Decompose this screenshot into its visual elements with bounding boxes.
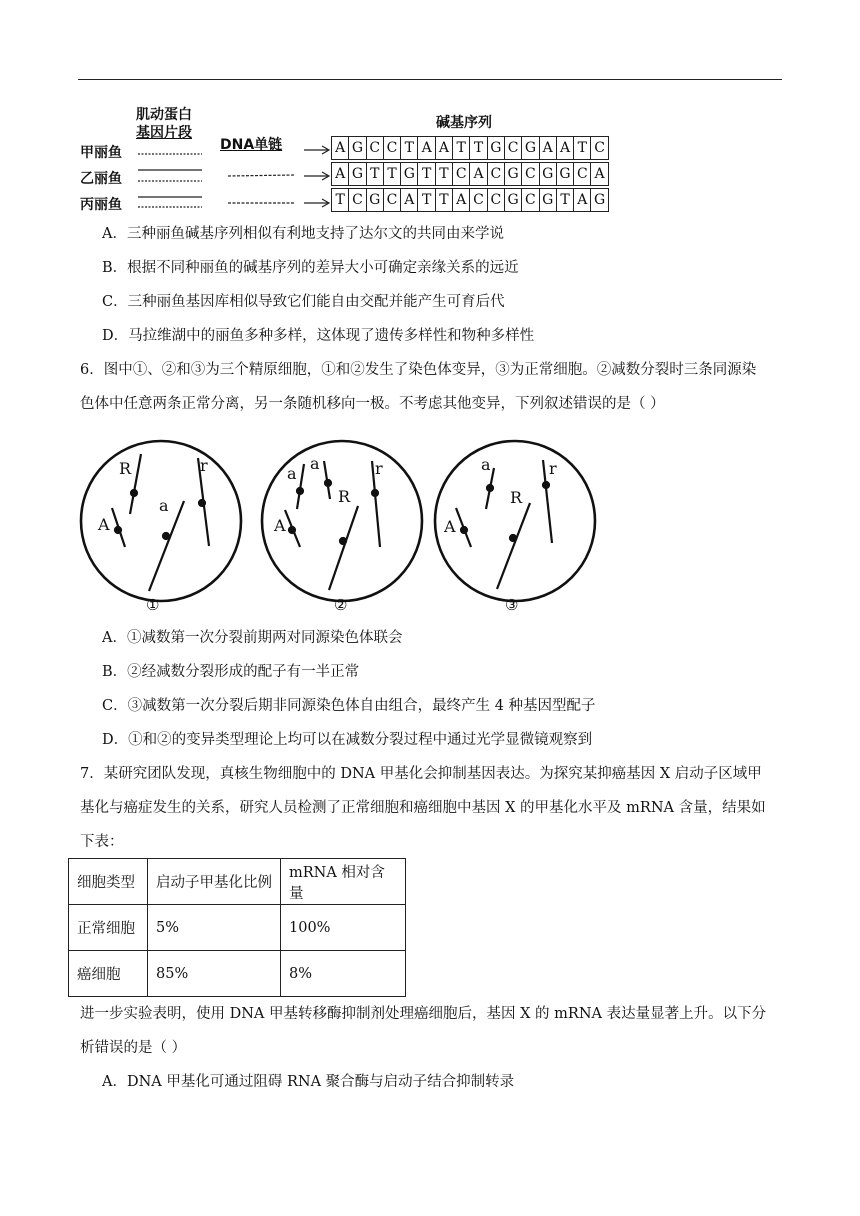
- table-header: 细胞类型: [69, 859, 148, 905]
- q6-option-c: C．③减数第一次分裂后期非同源染色体自由组合，最终产生 4 种基因型配子: [102, 698, 596, 714]
- base-cell: C: [348, 188, 366, 212]
- base-cell: T: [573, 136, 591, 160]
- table-cell: 正常细胞: [69, 905, 148, 951]
- q7-stem-line-2: 基化与癌症发生的关系，研究人员检测了正常细胞和癌细胞中基因 X 的甲基化水平及 mRNA 含量，结果如: [80, 800, 766, 816]
- base-sequence-header: 碱基序列: [436, 115, 492, 131]
- base-cell: C: [452, 162, 470, 186]
- gene-r-cell2: r: [375, 459, 383, 478]
- base-cell: A: [331, 136, 349, 160]
- q7-stem-line-3: 下表：: [80, 834, 124, 850]
- base-cell: C: [383, 136, 401, 160]
- table-cell: 8%: [281, 951, 406, 997]
- base-cell: G: [539, 188, 557, 212]
- base-cell: T: [469, 136, 487, 160]
- base-cell: C: [383, 188, 401, 212]
- base-cell: G: [590, 188, 608, 212]
- base-cell: C: [469, 188, 487, 212]
- q6-stem-line-2: 色体中任意两条正常分离，另一条随机移向一极。不考虑其他变异，下列叙述错误的是（ ）: [80, 396, 665, 412]
- header-rule: [78, 79, 782, 80]
- q5-option-b: B．根据不同种丽鱼的碱基序列的差异大小可确定亲缘关系的远近: [102, 260, 519, 276]
- base-cell: C: [521, 162, 539, 186]
- base-cell: T: [383, 162, 401, 186]
- q7-after-line-1: 进一步实验表明，使用 DNA 甲基转移酶抑制剂处理癌细胞后，基因 X 的 mRNA 表达量显著上升。以下分: [80, 1006, 767, 1022]
- table-row: [69, 951, 406, 997]
- base-cell: C: [366, 136, 384, 160]
- gene-R-cell2: R: [338, 487, 351, 506]
- base-cell: A: [417, 136, 435, 160]
- table-header: mRNA 相对含量: [281, 859, 406, 905]
- base-cell: G: [504, 162, 522, 186]
- gene-a-cell1: a: [159, 496, 169, 515]
- table-header-row: [69, 859, 406, 905]
- cell-2-label: ②: [334, 596, 348, 614]
- base-cell: T: [452, 136, 470, 160]
- base-cell: A: [573, 188, 591, 212]
- base-cell: A: [435, 136, 453, 160]
- base-cell: T: [400, 136, 418, 160]
- base-cell: G: [556, 162, 574, 186]
- gene-A-cell2: A: [274, 516, 286, 535]
- fish-label-yi: 乙丽鱼: [80, 171, 122, 187]
- base-cell: A: [331, 162, 349, 186]
- base-cell: A: [452, 188, 470, 212]
- table-cell: 癌细胞: [69, 951, 148, 997]
- gene-r-cell1: r: [200, 456, 208, 475]
- base-cell: G: [400, 162, 418, 186]
- base-cell: A: [469, 162, 487, 186]
- q5-option-c: C．三种丽鱼基因库相似导致它们能自由交配并能产生可育后代: [102, 294, 505, 310]
- cell-3-membrane: [435, 441, 595, 601]
- cell-3-label: ③: [505, 596, 519, 614]
- base-cell: A: [590, 162, 608, 186]
- base-cell: A: [539, 136, 557, 160]
- gene-R-cell1: R: [119, 459, 132, 478]
- gene-fragment-header: 肌动蛋白 基因片段: [136, 107, 192, 141]
- gene-a-cell3: a: [481, 455, 491, 474]
- sequence-row-bing: [332, 188, 609, 212]
- base-cell: G: [366, 188, 384, 212]
- base-cell: T: [366, 162, 384, 186]
- base-cell: A: [400, 188, 418, 212]
- base-cell: G: [504, 188, 522, 212]
- base-cell: T: [417, 188, 435, 212]
- base-cell: T: [435, 188, 453, 212]
- q6-option-a: A．①减数第一次分裂前期两对同源染色体联会: [102, 630, 403, 646]
- q6-stem-line-1: 6．图中①、②和③为三个精原细胞，①和②发生了染色体变异，③为正常细胞。②减数分裂时三条同源染: [80, 362, 757, 378]
- q7-stem-line-1: 7．某研究团队发现，真核生物细胞中的 DNA 甲基化会抑制基因表达。为探究某抑癌基因 X 启动子区域甲: [80, 766, 762, 782]
- cell-2-membrane: [262, 441, 422, 601]
- table-cell: 100%: [281, 905, 406, 951]
- base-cell: T: [417, 162, 435, 186]
- table-header: 启动子甲基化比例: [148, 859, 281, 905]
- sequence-row-yi: [332, 162, 609, 186]
- base-cell: G: [539, 162, 557, 186]
- methylation-table: [68, 858, 406, 997]
- base-cell: T: [331, 188, 349, 212]
- table-row: [69, 905, 406, 951]
- base-cell: C: [487, 162, 505, 186]
- base-cell: T: [556, 188, 574, 212]
- base-cell: C: [487, 188, 505, 212]
- base-cell: C: [504, 136, 522, 160]
- base-cell: G: [348, 136, 366, 160]
- base-cell: G: [521, 136, 539, 160]
- base-cell: C: [590, 136, 608, 160]
- q7-after-line-2: 析错误的是（ ）: [80, 1040, 187, 1056]
- gene-A-cell1: A: [98, 515, 110, 534]
- base-cell: G: [348, 162, 366, 186]
- sequence-row-jia: [332, 136, 609, 160]
- base-sequence-figure: [80, 104, 606, 216]
- base-cell: T: [435, 162, 453, 186]
- cell-figure: [78, 436, 778, 616]
- gene-A-cell3: A: [444, 517, 456, 536]
- base-cell: G: [487, 136, 505, 160]
- base-cell: C: [573, 162, 591, 186]
- q6-option-b: B．②经减数分裂形成的配子有一半正常: [102, 664, 360, 680]
- gene-R-cell3: R: [510, 488, 523, 507]
- table-cell: 85%: [148, 951, 281, 997]
- q5-option-d: D．马拉维湖中的丽鱼多种多样，这体现了遗传多样性和物种多样性: [102, 328, 535, 344]
- fish-label-bing: 丙丽鱼: [80, 197, 122, 213]
- q7-option-a: A．DNA 甲基化可通过阻碍 RNA 聚合酶与启动子结合抑制转录: [102, 1074, 515, 1090]
- q6-option-d: D．①和②的变异类型理论上均可以在减数分裂过程中通过光学显微镜观察到: [102, 732, 593, 748]
- gene-a2-cell2: a: [310, 454, 320, 473]
- cell-1-label: ①: [146, 596, 160, 614]
- fish-label-jia: 甲丽鱼: [80, 145, 122, 161]
- gene-a1-cell2: a: [287, 464, 297, 483]
- dna-strand-header: DNA单链: [220, 137, 283, 153]
- table-cell: 5%: [148, 905, 281, 951]
- base-cell: A: [556, 136, 574, 160]
- q5-option-a: A．三种丽鱼碱基序列相似有利地支持了达尔文的共同由来学说: [102, 226, 504, 242]
- base-cell: C: [521, 188, 539, 212]
- gene-r-cell3: r: [549, 459, 557, 478]
